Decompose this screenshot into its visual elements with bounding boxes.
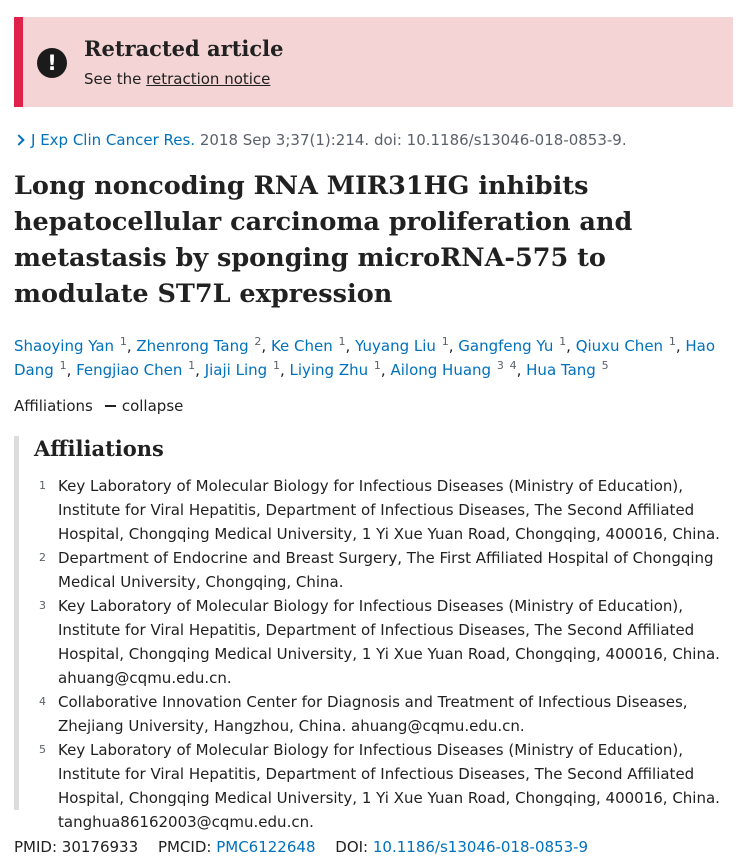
affiliation-text: Department of Endocrine and Breast Surgery, The First Affiliated Hospital of Chongqing Medical University, Chongqing, China. [58, 549, 714, 591]
chevron-right-icon [13, 134, 24, 145]
affiliation-item [39, 546, 733, 594]
retraction-notice-link[interactable]: retraction notice [146, 70, 271, 88]
affiliation-ref[interactable]: 1 [441, 335, 449, 348]
affiliation-text: Collaborative Innovation Center for Diagnosis and Treatment of Infectious Diseases, Zhejiang University, Hangzhou, China. ahuang@cqmu.edu.cn. [58, 693, 688, 735]
affiliation-ref[interactable]: 1 [373, 359, 381, 372]
author-link[interactable]: Yuyang Liu [355, 337, 436, 355]
affiliations-heading: Affiliations [34, 436, 164, 461]
journal-link[interactable]: J Exp Clin Cancer Res. [31, 131, 196, 149]
affiliations-list [39, 474, 733, 834]
affiliation-ref[interactable]: 5 [601, 359, 609, 372]
affiliation-item [39, 594, 733, 690]
author-link[interactable]: Ailong Huang [390, 361, 492, 379]
affiliation-number: 1 [39, 479, 46, 492]
affiliation-number: 4 [39, 695, 46, 708]
affiliation-ref[interactable]: 4 [509, 359, 517, 372]
authors-list: Shaoying Yan $^1$, Zhenrong Tang $^2$, Ke Chen $^1$, Yuyang Liu $^1$, Gangfeng Yu $^1$, Qiuxu Chen $^1$, Hao Dang $^1$, Fengjiao Chen $^1$, Jiaji Ling $^1$, Liying Zhu $^1$, Ailong Huang $^3$ $^4$, Hua Tang $^5$ [14, 335, 716, 379]
doi-label: DOI: [335, 838, 369, 856]
doi-link[interactable]: 10.1186/s13046-018-0853-9 [372, 838, 589, 856]
affiliation-item [39, 474, 733, 546]
author-link[interactable]: Liying Zhu [289, 361, 369, 379]
author-link[interactable]: Zhenrong Tang [136, 337, 249, 355]
pmid-label: PMID: [14, 838, 58, 856]
affiliation-ref[interactable]: 1 [668, 335, 676, 348]
exclamation-circle-icon: ! [37, 48, 67, 78]
citation-details: 2018 Sep 3;37(1):214. doi: 10.1186/s13046-018-0853-9. [195, 131, 627, 149]
affiliation-item [39, 690, 733, 738]
author-link[interactable]: Shaoying Yan [14, 337, 115, 355]
retraction-subtext [84, 70, 270, 88]
affiliation-ref[interactable]: 1 [338, 335, 346, 348]
author-link[interactable]: Gangfeng Yu [458, 337, 554, 355]
author-link[interactable]: Hua Tang [526, 361, 596, 379]
affiliation-ref[interactable]: 3 [496, 359, 504, 372]
affiliation-ref[interactable]: 1 [559, 335, 567, 348]
affiliation-number: 3 [39, 599, 46, 612]
affiliation-ref[interactable]: 1 [119, 335, 127, 348]
retraction-title: Retracted article [84, 36, 284, 61]
citation-line [14, 131, 627, 149]
affiliation-text: Key Laboratory of Molecular Biology for Infectious Diseases (Ministry of Education), Institute for Viral Hepatitis, Department of Infectious Diseases, The Second Affiliated Hospital, Chongqing Medical University, 1 Yi Xue Yuan Road, Chongqing, 400016, China. ahuang@cqmu.edu.cn. [58, 597, 720, 687]
affiliation-ref[interactable]: 2 [254, 335, 262, 348]
author-link[interactable]: Qiuxu Chen [575, 337, 664, 355]
author-link[interactable]: Ke Chen [270, 337, 333, 355]
affiliation-ref[interactable]: 1 [272, 359, 280, 372]
pmcid-label: PMCID: [157, 838, 212, 856]
author-link[interactable]: Hao Dang [14, 337, 716, 379]
author-link[interactable]: Jiaji Ling [204, 361, 268, 379]
affiliations-toggle-label: Affiliations [14, 397, 93, 415]
affiliation-ref[interactable]: 1 [59, 359, 67, 372]
affiliations-toggle-action[interactable]: collapse [121, 397, 184, 415]
pmid-value: 30176933 [61, 838, 139, 856]
affiliation-number: 5 [39, 743, 46, 756]
retraction-prefix: See the [84, 70, 147, 88]
affiliations-toggle[interactable] [14, 397, 183, 415]
retraction-notice [14, 17, 733, 107]
identifiers [14, 838, 588, 856]
pmcid-link[interactable]: PMC6122648 [216, 838, 316, 856]
author-link[interactable]: Fengjiao Chen [76, 361, 183, 379]
affiliations-panel [14, 436, 733, 831]
minus-icon [105, 405, 116, 407]
affiliation-text: Key Laboratory of Molecular Biology for Infectious Diseases (Ministry of Education), Institute for Viral Hepatitis, Department of Infectious Diseases, The Second Affiliated Hospital, Chongqing Medical University, 1 Yi Xue Yuan Road, Chongqing, 400016, China. [58, 477, 720, 543]
affiliation-ref[interactable]: 1 [188, 359, 196, 372]
affiliation-text: Key Laboratory of Molecular Biology for Infectious Diseases (Ministry of Education), Institute for Viral Hepatitis, Department of Infectious Diseases, The Second Affiliated Hospital, Chongqing Medical University, 1 Yi Xue Yuan Road, Chongqing, 400016, China. tanghua86162003@cqmu.edu.cn. [58, 741, 720, 831]
affiliation-number: 2 [39, 551, 46, 564]
affiliation-item [39, 738, 733, 834]
article-title: Long noncoding RNA MIR31HG inhibits hepatocellular carcinoma proliferation and metastasis by sponging microRNA-575 to modulate ST7L expression [14, 171, 633, 309]
